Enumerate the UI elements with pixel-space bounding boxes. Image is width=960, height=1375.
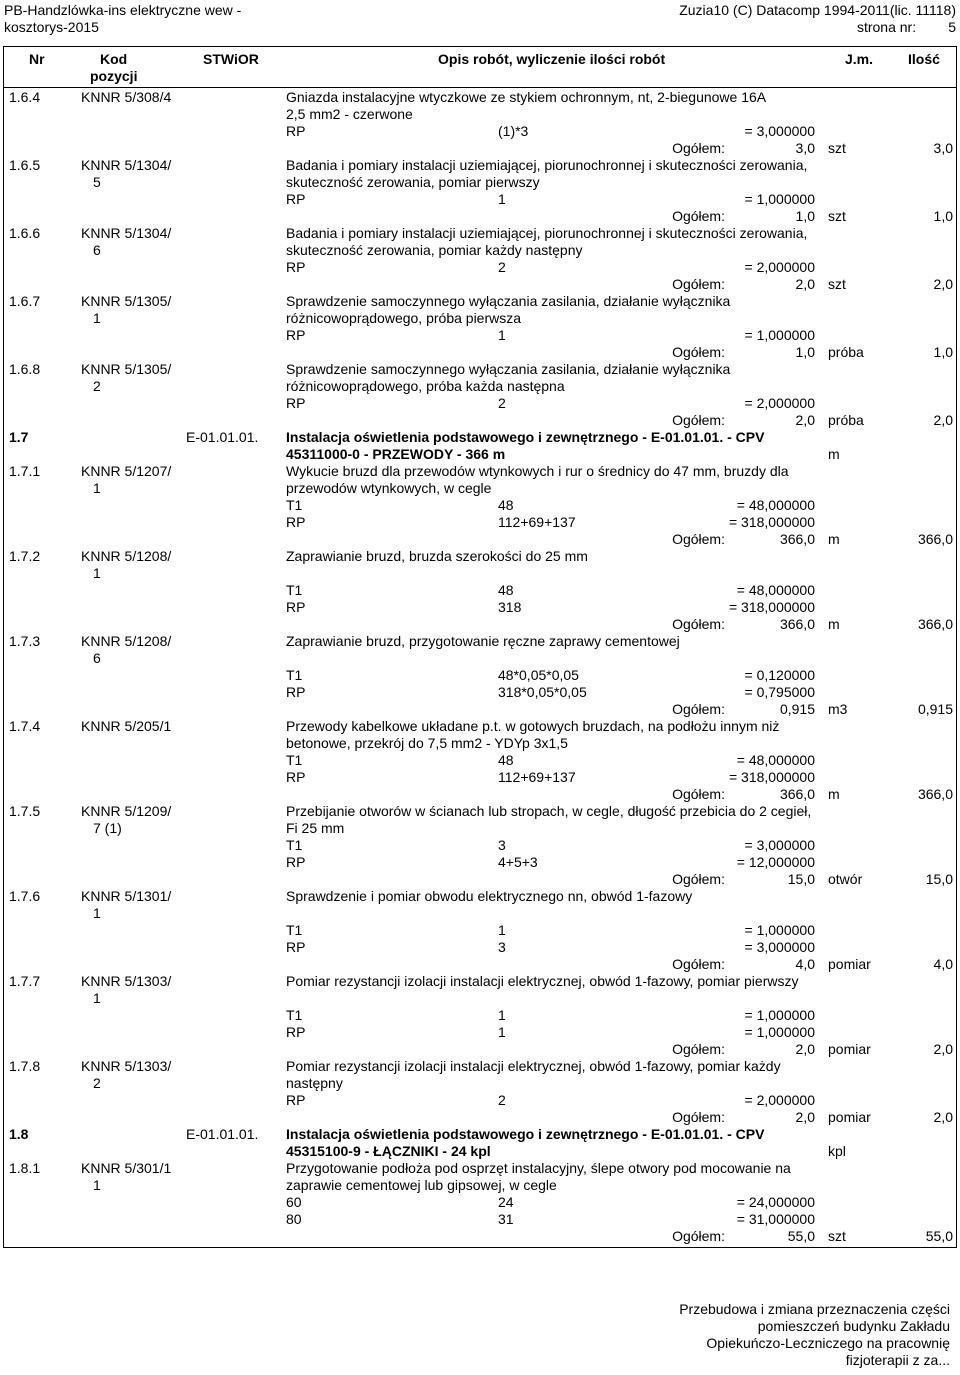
- item-number: 1.7: [9, 429, 29, 445]
- total-value: 366,0: [779, 531, 815, 547]
- calc-result: = 1,000000: [744, 327, 815, 343]
- item-code: 1: [93, 480, 101, 496]
- calc-label: RP: [286, 259, 306, 275]
- calc-formula: 1: [498, 327, 506, 343]
- footer-line-2: pomieszczeń budynku Zakładu: [757, 1318, 950, 1334]
- calc-result: = 3,000000: [744, 939, 815, 955]
- item-description: następny: [286, 1075, 343, 1091]
- calc-result: = 31,000000: [736, 1211, 815, 1227]
- calc-label: T1: [286, 837, 303, 853]
- item-code: KNNR 5/1207/: [81, 463, 172, 479]
- quantity: 1,0: [933, 344, 953, 360]
- calc-label: RP: [286, 599, 306, 615]
- item-number: 1.7.6: [9, 888, 41, 904]
- calc-result: = 12,000000: [736, 854, 815, 870]
- item-code: KNNR 5/1208/: [81, 633, 172, 649]
- quantity: 2,0: [933, 1109, 953, 1125]
- calc-formula: 2: [498, 1092, 506, 1108]
- table-column-headers: [3, 47, 957, 88]
- item-description: Zaprawianie bruzd, przygotowanie ręczne zaprawy cementowej: [286, 633, 680, 649]
- total-value: 3,0: [795, 140, 815, 156]
- total-label: Ogółem:: [672, 1041, 725, 1057]
- item-description: 2,5 mm2 - czerwone: [286, 106, 413, 122]
- calc-result: = 318,000000: [728, 599, 815, 615]
- unit: m3: [828, 701, 848, 717]
- item-description: Badania i pomiary instalacji uziemiającej, piorunochronnej i skuteczności zerowania,: [286, 225, 808, 241]
- calc-result: = 2,000000: [744, 259, 815, 275]
- total-label: Ogółem:: [672, 786, 725, 802]
- calc-result: = 1,000000: [744, 1024, 815, 1040]
- page-footer: [650, 1301, 950, 1369]
- calc-formula: 4+5+3: [498, 854, 538, 870]
- calc-label: RP: [286, 1024, 306, 1040]
- item-code: 1: [93, 1177, 101, 1193]
- quantity: 4,0: [933, 956, 953, 972]
- calc-formula: 2: [498, 395, 506, 411]
- page-number: 5: [948, 19, 956, 35]
- quantity: 15,0: [925, 871, 953, 887]
- item-number: 1.7.8: [9, 1058, 41, 1074]
- item-code: 7 (1): [93, 820, 122, 836]
- calc-formula: 112+69+137: [498, 769, 576, 785]
- item-code: KNNR 5/1208/: [81, 548, 172, 564]
- item-number: 1.7.3: [9, 633, 41, 649]
- calc-result: = 1,000000: [744, 191, 815, 207]
- header-doc-title: PB-Handzlówka-ins elektryczne wew -: [4, 2, 242, 18]
- item-number: 1.6.6: [9, 225, 41, 241]
- item-code: 1: [93, 990, 101, 1006]
- calc-label: RP: [286, 769, 306, 785]
- calc-label: T1: [286, 1007, 303, 1023]
- calc-result: = 2,000000: [744, 1092, 815, 1108]
- item-description: Fi 25 mm: [286, 820, 345, 836]
- page-label: strona nr:: [856, 19, 917, 35]
- calc-formula: 1: [498, 1024, 506, 1040]
- unit: pomiar: [828, 1041, 871, 1057]
- item-number: 1.6.7: [9, 293, 41, 309]
- item-description: Sprawdzenie samoczynnego wyłączania zasilania, działanie wyłącznika: [286, 293, 731, 309]
- item-description: Przygotowanie podłoża pod osprzęt instalacyjny, ślepe otwory pod mocowanie na: [286, 1160, 791, 1176]
- item-code: KNNR 5/205/1: [81, 718, 172, 734]
- quantity: 2,0: [933, 412, 953, 428]
- item-number: 1.7.1: [9, 463, 41, 479]
- calc-result: = 48,000000: [736, 497, 815, 513]
- item-code: 2: [93, 1075, 101, 1091]
- calc-label: 60: [286, 1194, 302, 1210]
- calc-result: = 2,000000: [744, 395, 815, 411]
- calc-label: RP: [286, 327, 306, 343]
- col-jm: J.m.: [845, 51, 874, 67]
- unit: kpl: [828, 1143, 846, 1159]
- calc-label: T1: [286, 497, 303, 513]
- footer-line-1: Przebudowa i zmiana przeznaczenia części: [679, 1301, 950, 1317]
- calc-formula: 3: [498, 837, 506, 853]
- calc-label: RP: [286, 514, 306, 530]
- total-label: Ogółem:: [672, 140, 725, 156]
- item-code: KNNR 5/1304/: [81, 225, 172, 241]
- quantity: 2,0: [933, 276, 953, 292]
- calc-formula: 1: [498, 1007, 506, 1023]
- calc-label: RP: [286, 854, 306, 870]
- unit: próba: [828, 412, 864, 428]
- col-stwior: STWiOR: [203, 51, 259, 67]
- calc-result: = 318,000000: [728, 514, 815, 530]
- col-ilosc: Ilość: [908, 51, 940, 67]
- item-description: Przebijanie otworów w ścianach lub stropach, w cegle, długość przebicia do 2 cegieł,: [286, 803, 812, 819]
- item-description: zaprawie cementowej lub gipsowej, w cegle: [286, 1177, 557, 1193]
- calc-result: = 0,120000: [744, 667, 815, 683]
- calc-label: RP: [286, 395, 306, 411]
- unit: szt: [828, 140, 846, 156]
- total-label: Ogółem:: [672, 1228, 725, 1244]
- unit: pomiar: [828, 956, 871, 972]
- item-description: Instalacja oświetlenia podstawowego i zewnętrznego - E-01.01.01. - CPV: [286, 429, 765, 445]
- calc-formula: 31: [498, 1211, 514, 1227]
- calc-formula: 1: [498, 922, 506, 938]
- calc-label: T1: [286, 752, 303, 768]
- item-description: skuteczność zerowania, pomiar pierwszy: [286, 174, 540, 190]
- total-value: 366,0: [779, 786, 815, 802]
- total-label: Ogółem:: [672, 701, 725, 717]
- item-description: skuteczność zerowania, pomiar każdy następny: [286, 242, 583, 258]
- quantity: 55,0: [925, 1228, 953, 1244]
- item-description: Pomiar rezystancji izolacji instalacji elektrycznej, obwód 1-fazowy, pomiar pierwszy: [286, 973, 799, 989]
- item-description: różnicowoprądowego, próba pierwsza: [286, 310, 522, 326]
- total-value: 2,0: [795, 1109, 815, 1125]
- col-nr: Nr: [29, 51, 45, 67]
- item-code: KNNR 5/1303/: [81, 973, 172, 989]
- total-label: Ogółem:: [672, 412, 725, 428]
- item-code: 5: [93, 174, 101, 190]
- item-number: 1.6.8: [9, 361, 41, 377]
- item-number: 1.7.2: [9, 548, 41, 564]
- total-value: 2,0: [795, 1041, 815, 1057]
- unit: otwór: [828, 871, 863, 887]
- header-page-number: [857, 19, 956, 35]
- item-number: 1.6.4: [9, 89, 41, 105]
- item-number: 1.7.4: [9, 718, 41, 734]
- item-code: KNNR 5/301/1: [81, 1160, 172, 1176]
- calc-result: = 3,000000: [744, 837, 815, 853]
- calc-result: = 1,000000: [744, 922, 815, 938]
- table-border-left: [3, 47, 4, 1247]
- calc-formula: 2: [498, 259, 506, 275]
- calc-label: RP: [286, 191, 306, 207]
- item-code: KNNR 5/1304/: [81, 157, 172, 173]
- calc-label: RP: [286, 939, 306, 955]
- total-value: 15,0: [787, 871, 815, 887]
- item-code: KNNR 5/1209/: [81, 803, 172, 819]
- unit: m: [828, 786, 840, 802]
- total-label: Ogółem:: [672, 276, 725, 292]
- calc-result: = 318,000000: [728, 769, 815, 785]
- item-code: 1: [93, 565, 101, 581]
- item-code: KNNR 5/1305/: [81, 361, 172, 377]
- calc-result: = 3,000000: [744, 123, 815, 139]
- total-label: Ogółem:: [672, 531, 725, 547]
- calc-label: 80: [286, 1211, 302, 1227]
- item-code: 1: [93, 905, 101, 921]
- calc-formula: 318*0,05*0,05: [498, 684, 587, 700]
- calc-formula: (1)*3: [498, 123, 529, 139]
- header-software: Zuzia10 (C) Datacomp 1994-2011(lic. 11118): [679, 2, 956, 18]
- item-code: 2: [93, 378, 101, 394]
- total-value: 0,915: [779, 701, 815, 717]
- item-number: 1.7.5: [9, 803, 41, 819]
- table-border-right: [956, 47, 957, 1247]
- calc-formula: 112+69+137: [498, 514, 576, 530]
- total-value: 55,0: [787, 1228, 815, 1244]
- item-code: KNNR 5/1301/: [81, 888, 172, 904]
- item-description: Pomiar rezystancji izolacji instalacji elektrycznej, obwód 1-fazowy, pomiar każdy: [286, 1058, 781, 1074]
- item-description: Wykucie bruzd dla przewodów wtynkowych i rur o średnicy do 47 mm, bruzdy dla: [286, 463, 789, 479]
- col-kod-2: pozycji: [90, 68, 138, 84]
- calc-formula: 24: [498, 1194, 514, 1210]
- footer-line-3: Opiekuńczo-Leczniczego na pracownię: [706, 1335, 950, 1351]
- unit: szt: [828, 208, 846, 224]
- total-label: Ogółem:: [672, 1109, 725, 1125]
- unit: m: [828, 531, 840, 547]
- unit: próba: [828, 344, 864, 360]
- calc-label: T1: [286, 582, 303, 598]
- calc-result: = 0,795000: [744, 684, 815, 700]
- item-description: Gniazda instalacyjne wtyczkowe ze stykiem ochronnym, nt, 2-biegunowe 16A: [286, 89, 767, 105]
- total-label: Ogółem:: [672, 208, 725, 224]
- header-doc-subtitle: kosztorys-2015: [4, 19, 99, 35]
- calc-result: = 48,000000: [736, 582, 815, 598]
- item-description: betonowe, przekrój do 7,5 mm2 - YDYp 3x1,5: [286, 735, 568, 751]
- total-value: 1,0: [795, 344, 815, 360]
- calc-result: = 1,000000: [744, 1007, 815, 1023]
- item-description: Zaprawianie bruzd, bruzda szerokości do 25 mm: [286, 548, 588, 564]
- item-description: 45315100-9 - ŁĄCZNIKI - 24 kpl: [286, 1143, 491, 1159]
- quantity: 366,0: [917, 616, 953, 632]
- item-description: Badania i pomiary instalacji uziemiającej, piorunochronnej i skuteczności zerowania,: [286, 157, 808, 173]
- calc-label: T1: [286, 922, 303, 938]
- calc-label: T1: [286, 667, 303, 683]
- calc-formula: 1: [498, 191, 506, 207]
- cost-estimate-table: [3, 46, 957, 1248]
- quantity: 366,0: [917, 786, 953, 802]
- page-header: [0, 0, 960, 40]
- total-label: Ogółem:: [672, 344, 725, 360]
- total-value: 2,0: [795, 276, 815, 292]
- item-stwior: E-01.01.01.: [186, 429, 259, 445]
- total-value: 1,0: [795, 208, 815, 224]
- quantity: 1,0: [933, 208, 953, 224]
- item-number: 1.8.1: [9, 1160, 41, 1176]
- item-number: 1.8: [9, 1126, 29, 1142]
- calc-label: RP: [286, 1092, 306, 1108]
- item-description: Sprawdzenie i pomiar obwodu elektrycznego nn, obwód 1-fazowy: [286, 888, 693, 904]
- calc-formula: 48*0,05*0,05: [498, 667, 579, 683]
- calc-formula: 48: [498, 582, 514, 598]
- total-label: Ogółem:: [672, 616, 725, 632]
- col-opis: Opis robót, wyliczenie ilości robót: [438, 51, 666, 67]
- calc-formula: 318: [498, 599, 522, 615]
- item-description: 45311000-0 - PRZEWODY - 366 m: [286, 446, 506, 462]
- calc-formula: 48: [498, 497, 514, 513]
- total-label: Ogółem:: [672, 956, 725, 972]
- calc-formula: 3: [498, 939, 506, 955]
- total-label: Ogółem:: [672, 871, 725, 887]
- calc-result: = 24,000000: [736, 1194, 815, 1210]
- item-number: 1.6.5: [9, 157, 41, 173]
- quantity: 3,0: [933, 140, 953, 156]
- item-description: Instalacja oświetlenia podstawowego i zewnętrznego - E-01.01.01. - CPV: [286, 1126, 765, 1142]
- col-kod: Kod: [100, 51, 128, 67]
- quantity: 0,915: [917, 701, 953, 717]
- calc-label: RP: [286, 684, 306, 700]
- item-description: przewodów wtynkowych, w cegle: [286, 480, 492, 496]
- unit: szt: [828, 276, 846, 292]
- calc-label: RP: [286, 123, 306, 139]
- item-code: 6: [93, 242, 101, 258]
- item-code: 1: [93, 310, 101, 326]
- total-value: 4,0: [795, 956, 815, 972]
- item-code: KNNR 5/1305/: [81, 293, 172, 309]
- footer-line-4: fizjoterapii z za...: [845, 1352, 950, 1368]
- item-stwior: E-01.01.01.: [186, 1126, 259, 1142]
- quantity: 2,0: [933, 1041, 953, 1057]
- unit: pomiar: [828, 1109, 871, 1125]
- item-number: 1.7.7: [9, 973, 41, 989]
- item-code: KNNR 5/308/4: [81, 89, 172, 105]
- item-code: 6: [93, 650, 101, 666]
- item-description: różnicowoprądowego, próba każda następna: [286, 378, 565, 394]
- unit: m: [828, 616, 840, 632]
- item-description: Sprawdzenie samoczynnego wyłączania zasilania, działanie wyłącznika: [286, 361, 731, 377]
- calc-formula: 48: [498, 752, 514, 768]
- unit: m: [828, 446, 840, 462]
- quantity: 366,0: [917, 531, 953, 547]
- total-value: 366,0: [779, 616, 815, 632]
- total-value: 2,0: [795, 412, 815, 428]
- unit: szt: [828, 1228, 846, 1244]
- item-description: Przewody kabelkowe układane p.t. w gotowych bruzdach, na podłożu innym niż: [286, 718, 780, 734]
- item-code: KNNR 5/1303/: [81, 1058, 172, 1074]
- calc-result: = 48,000000: [736, 752, 815, 768]
